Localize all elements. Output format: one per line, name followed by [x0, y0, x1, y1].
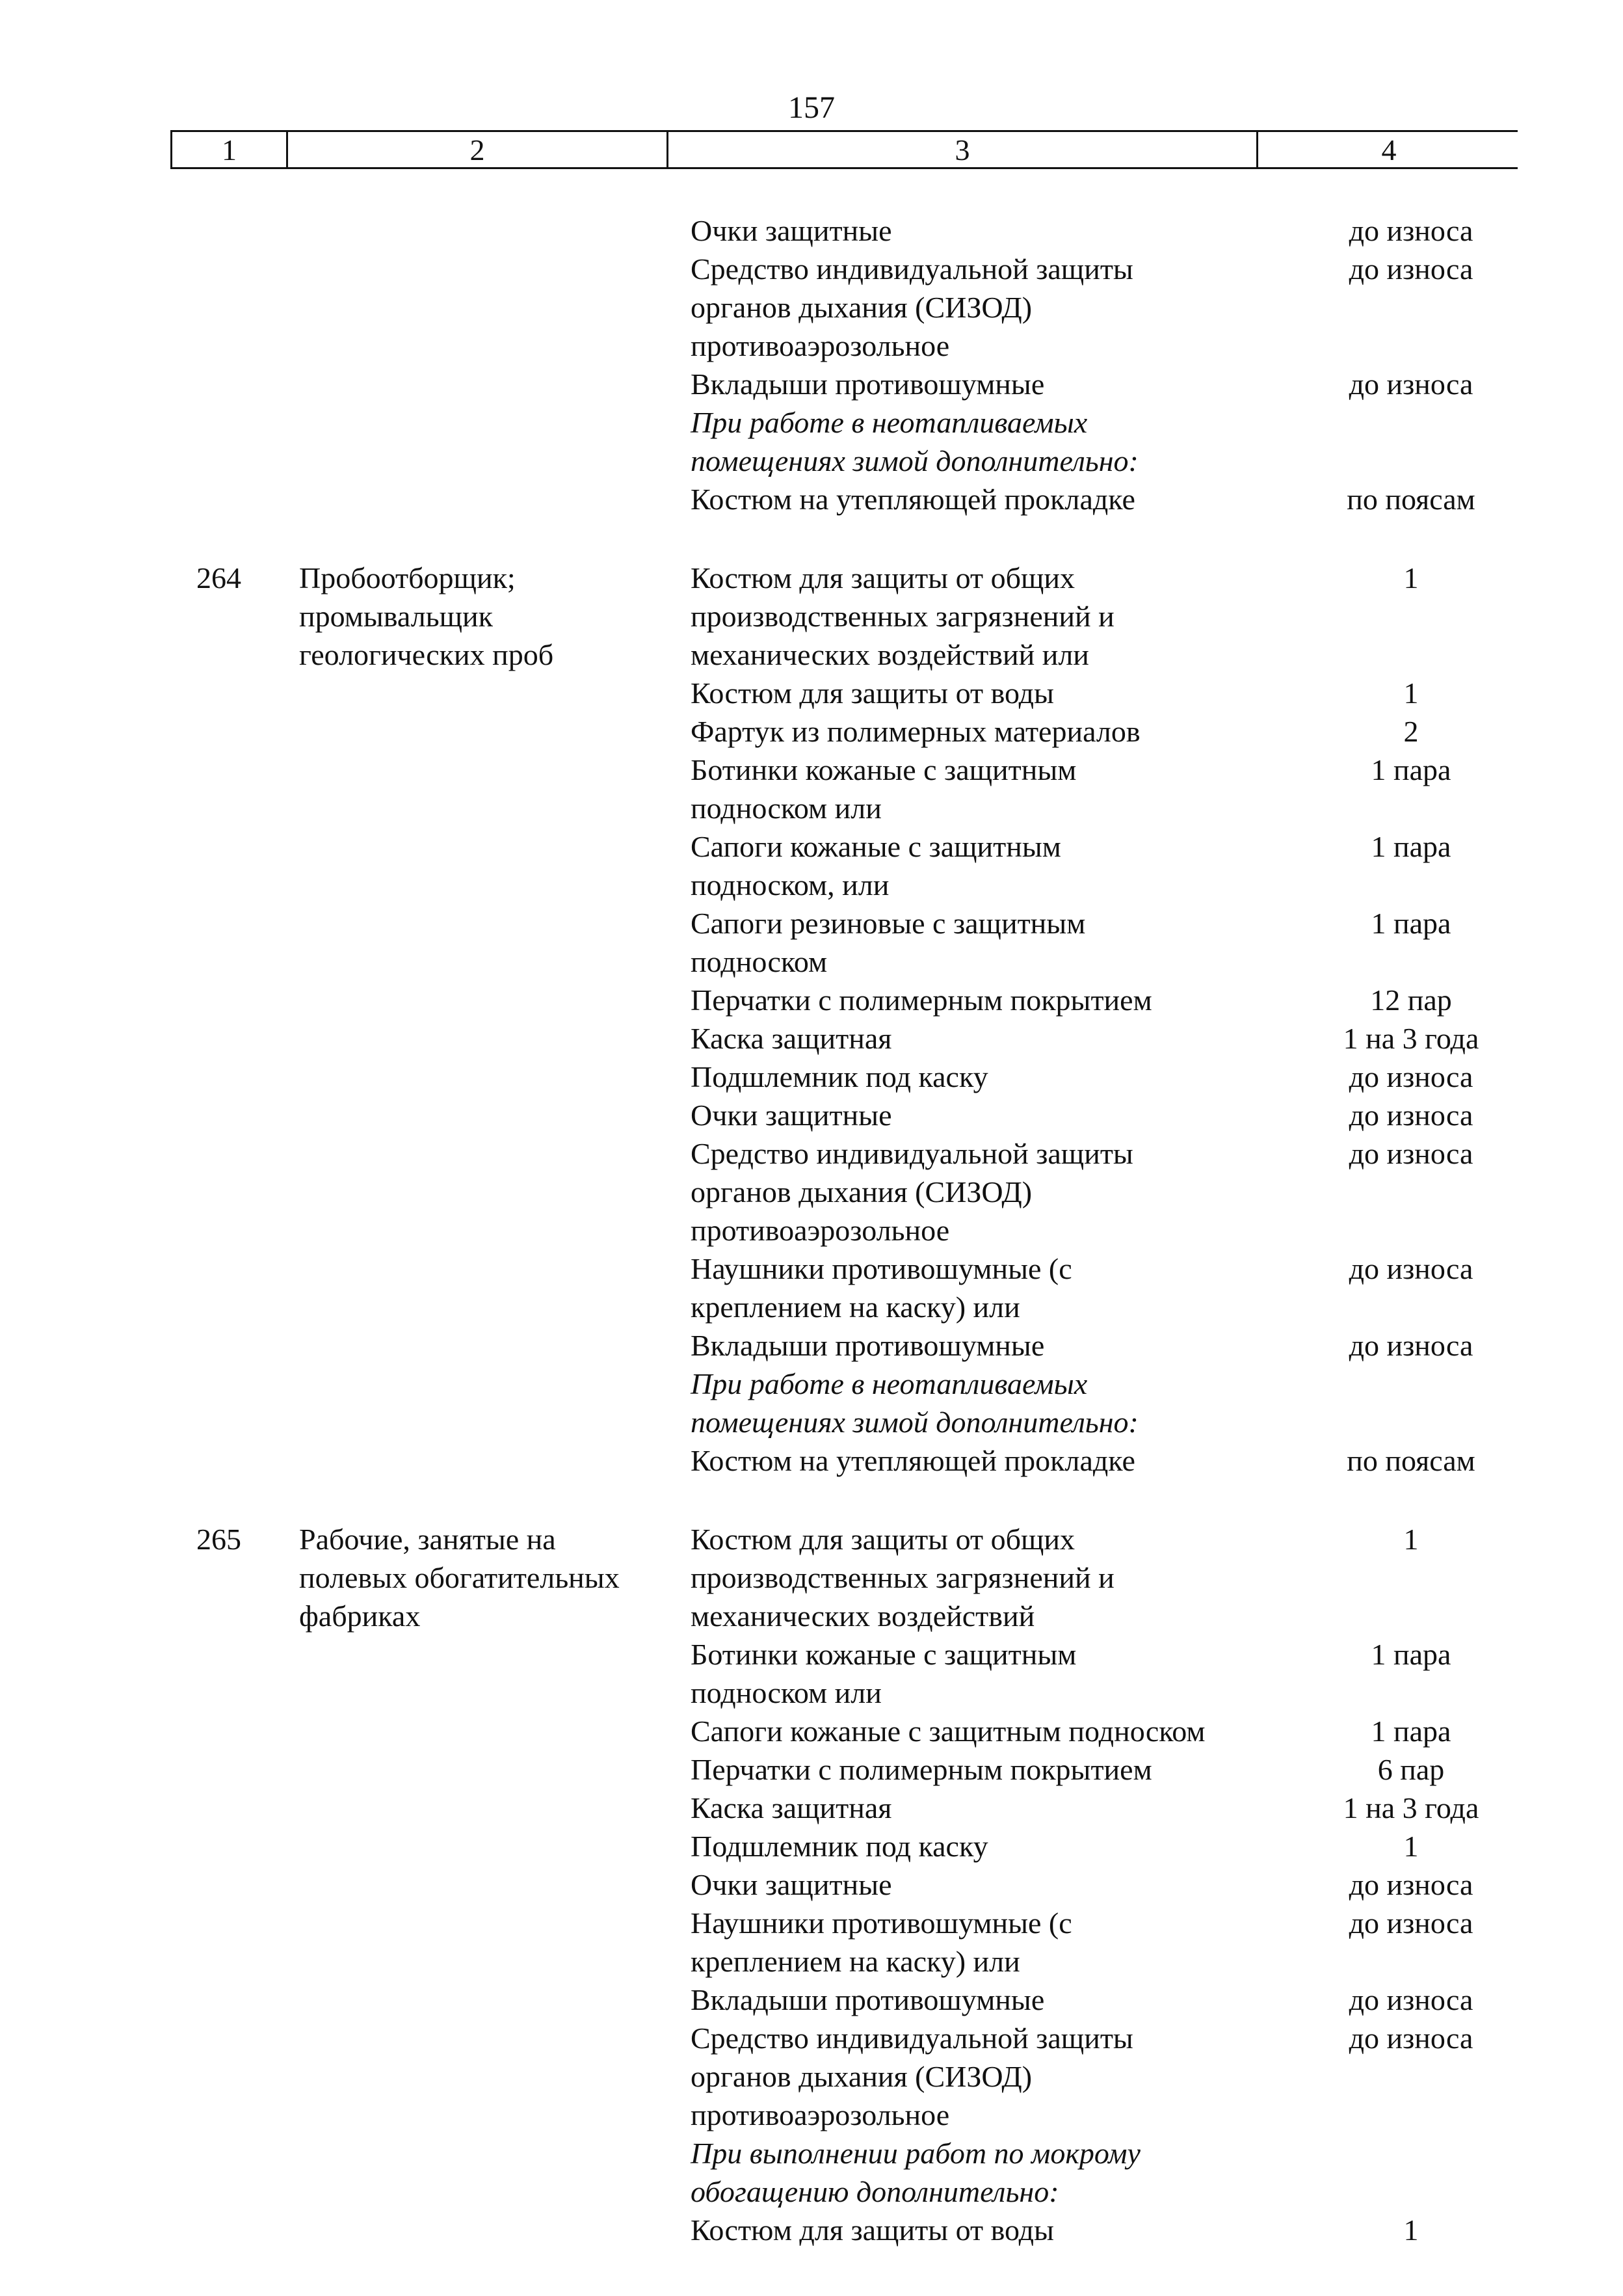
issue-norm: 2	[1403, 715, 1419, 748]
equipment-item: Сапоги резиновые с защитным	[691, 907, 1086, 940]
equipment-item: Очки защитные	[691, 214, 892, 247]
equipment-item: Наушники противошумные (с	[691, 1906, 1072, 1940]
row-number: 265	[196, 1523, 241, 1556]
equipment-line	[0, 2172, 1623, 2211]
equipment-item: Каска защитная	[691, 1022, 892, 1055]
equipment-item: производственных загрязнений и	[691, 1561, 1115, 1594]
equipment-item: Перчатки с полимерным покрытием	[691, 1753, 1152, 1786]
equipment-line	[0, 250, 1623, 288]
equipment-item: креплением на каску) или	[691, 1945, 1020, 1978]
issue-norm: 1	[1403, 561, 1419, 594]
equipment-item: Средство индивидуальной защиты	[691, 1137, 1133, 1170]
equipment-item: противоаэрозольное	[691, 329, 950, 362]
equipment-item: креплением на каску) или	[691, 1290, 1020, 1324]
equipment-line	[0, 712, 1623, 751]
equipment-item: Очки защитные	[691, 1868, 892, 1901]
issue-norm: до износа	[1349, 1868, 1473, 1901]
equipment-line	[0, 904, 1623, 942]
equipment-line	[0, 327, 1623, 365]
equipment-line	[0, 1441, 1623, 1480]
issue-norm: 1 на 3 года	[1343, 1791, 1479, 1824]
issue-norm: 1	[1403, 2213, 1419, 2247]
equipment-item: Средство индивидуальной защиты	[691, 2022, 1133, 2055]
equipment-line	[0, 1942, 1623, 1981]
equipment-line	[0, 981, 1623, 1019]
equipment-item: Подшлемник под каску	[691, 1060, 988, 1093]
equipment-line	[0, 1403, 1623, 1441]
equipment-item: Сапоги кожаные с защитным подноском	[691, 1715, 1206, 1748]
equipment-item: органов дыхания (СИЗОД)	[691, 2060, 1033, 2093]
norms-table-body	[0, 211, 1623, 2249]
equipment-item: механических воздействий или	[691, 638, 1089, 671]
equipment-line	[0, 211, 1623, 250]
equipment-line	[0, 480, 1623, 518]
equipment-item: Вкладыши противошумные	[691, 1329, 1045, 1362]
equipment-item: подноском, или	[691, 868, 890, 901]
equipment-line	[0, 827, 1623, 866]
column-header-row	[170, 130, 1518, 169]
equipment-line	[0, 751, 1623, 789]
equipment-line	[0, 2096, 1623, 2134]
equipment-line	[0, 559, 1623, 597]
issue-norm: по поясам	[1347, 483, 1475, 516]
equipment-item: производственных загрязнений и	[691, 600, 1115, 633]
equipment-line	[0, 1789, 1623, 1827]
equipment-item: механических воздействий	[691, 1599, 1035, 1633]
equipment-item: Фартук из полимерных материалов	[691, 715, 1141, 748]
equipment-line	[0, 1827, 1623, 1865]
equipment-line	[0, 2057, 1623, 2096]
equipment-item: Ботинки кожаные с защитным	[691, 753, 1077, 786]
equipment-line	[0, 1019, 1623, 1058]
profession-line: Рабочие, занятые на	[299, 1523, 556, 1556]
equipment-line	[0, 1865, 1623, 1904]
condition-note: помещениях зимой дополнительно:	[691, 1406, 1139, 1439]
equipment-item: Вкладыши противошумные	[691, 1983, 1045, 2016]
issue-norm: 1 на 3 года	[1343, 1022, 1479, 1055]
issue-norm: 6 пар	[1377, 1753, 1445, 1786]
profession-line: Пробоотборщик;	[299, 561, 516, 594]
equipment-item: органов дыхания (СИЗОД)	[691, 291, 1033, 324]
issue-norm: 12 пар	[1370, 983, 1452, 1017]
equipment-line	[0, 2019, 1623, 2057]
equipment-item: Костюм для защиты от воды	[691, 2213, 1054, 2247]
issue-norm: 1	[1403, 676, 1419, 710]
equipment-item: Костюм на утепляющей прокладке	[691, 483, 1135, 516]
equipment-item: противоаэрозольное	[691, 1214, 950, 1247]
equipment-line	[0, 365, 1623, 403]
equipment-line	[0, 1981, 1623, 2019]
equipment-line	[0, 1904, 1623, 1942]
issue-norm: 1 пара	[1371, 1638, 1451, 1671]
equipment-line	[0, 789, 1623, 827]
condition-note: обогащению дополнительно:	[691, 2175, 1059, 2208]
equipment-item: подноском или	[691, 1676, 882, 1709]
equipment-line	[0, 1058, 1623, 1096]
equipment-line	[0, 635, 1623, 674]
equipment-line	[0, 942, 1623, 981]
issue-norm: 1 пара	[1371, 830, 1451, 863]
equipment-line	[0, 1635, 1623, 1674]
issue-norm: 1 пара	[1371, 1715, 1451, 1748]
equipment-line	[0, 1173, 1623, 1211]
condition-note: помещениях зимой дополнительно:	[691, 444, 1139, 477]
issue-norm: по поясам	[1347, 1444, 1475, 1477]
equipment-line	[0, 1134, 1623, 1173]
equipment-line	[0, 1288, 1623, 1326]
equipment-item: Костюм для защиты от общих	[691, 561, 1075, 594]
condition-note: При работе в неотапливаемых	[691, 1367, 1088, 1400]
equipment-line	[0, 1558, 1623, 1597]
equipment-item: Ботинки кожаные с защитным	[691, 1638, 1077, 1671]
equipment-item: Наушники противошумные (с	[691, 1252, 1072, 1285]
equipment-line	[0, 674, 1623, 712]
continuation-block	[0, 211, 1623, 518]
table-row	[0, 1520, 1623, 2249]
equipment-line	[0, 442, 1623, 480]
equipment-line	[0, 1249, 1623, 1288]
equipment-item: Вкладыши противошумные	[691, 367, 1045, 401]
equipment-item: Костюм для защиты от воды	[691, 676, 1054, 710]
equipment-line	[0, 597, 1623, 635]
equipment-line	[0, 1750, 1623, 1789]
equipment-item: Сапоги кожаные с защитным	[691, 830, 1061, 863]
profession-line: фабриках	[299, 1599, 421, 1633]
equipment-item: Подшлемник под каску	[691, 1830, 988, 1863]
row-number: 264	[196, 561, 241, 594]
equipment-line	[0, 1674, 1623, 1712]
profession-line: промывальщик	[299, 600, 494, 633]
condition-note: При работе в неотапливаемых	[691, 406, 1088, 439]
issue-norm: 1	[1403, 1523, 1419, 1556]
issue-norm: до износа	[1349, 2022, 1473, 2055]
equipment-item: Костюм для защиты от общих	[691, 1523, 1075, 1556]
equipment-line	[0, 1597, 1623, 1635]
issue-norm: до износа	[1349, 1137, 1473, 1170]
issue-norm: до износа	[1349, 1060, 1473, 1093]
issue-norm: до износа	[1349, 1329, 1473, 1362]
equipment-item: Костюм на утепляющей прокладке	[691, 1444, 1135, 1477]
issue-norm: до износа	[1349, 214, 1473, 247]
equipment-item: подноском или	[691, 792, 882, 825]
condition-note: При выполнении работ по мокрому	[691, 2137, 1141, 2170]
equipment-line	[0, 1365, 1623, 1403]
profession-line: полевых обогатительных	[299, 1561, 620, 1594]
issue-norm: 1 пара	[1371, 753, 1451, 786]
row-spacer	[0, 518, 1623, 559]
table-row	[0, 559, 1623, 1480]
issue-norm: до износа	[1349, 1099, 1473, 1132]
column-header-3: 3	[955, 133, 970, 167]
issue-norm: до износа	[1349, 252, 1473, 286]
issue-norm: до износа	[1349, 1906, 1473, 1940]
issue-norm: до износа	[1349, 367, 1473, 401]
equipment-line	[0, 403, 1623, 442]
equipment-item: Средство индивидуальной защиты	[691, 252, 1133, 286]
equipment-item: органов дыхания (СИЗОД)	[691, 1175, 1033, 1208]
column-header-4: 4	[1381, 133, 1397, 167]
equipment-line	[0, 2134, 1623, 2172]
equipment-line	[0, 1712, 1623, 1750]
equipment-line	[0, 2211, 1623, 2249]
equipment-line	[0, 1096, 1623, 1134]
profession-line: геологических проб	[299, 638, 554, 671]
page-number: 157	[788, 90, 835, 125]
equipment-line	[0, 1520, 1623, 1558]
equipment-line	[0, 288, 1623, 327]
issue-norm: 1	[1403, 1830, 1419, 1863]
equipment-line	[0, 1211, 1623, 1249]
equipment-line	[0, 866, 1623, 904]
issue-norm: до износа	[1349, 1983, 1473, 2016]
equipment-item: Очки защитные	[691, 1099, 892, 1132]
issue-norm: до износа	[1349, 1252, 1473, 1285]
equipment-item: Перчатки с полимерным покрытием	[691, 983, 1152, 1017]
equipment-item: подноском	[691, 945, 828, 978]
equipment-line	[0, 1326, 1623, 1365]
column-header-1: 1	[222, 133, 237, 167]
row-spacer	[0, 1480, 1623, 1520]
equipment-item: противоаэрозольное	[691, 2098, 950, 2131]
column-header-2: 2	[469, 133, 485, 167]
issue-norm: 1 пара	[1371, 907, 1451, 940]
equipment-item: Каска защитная	[691, 1791, 892, 1824]
